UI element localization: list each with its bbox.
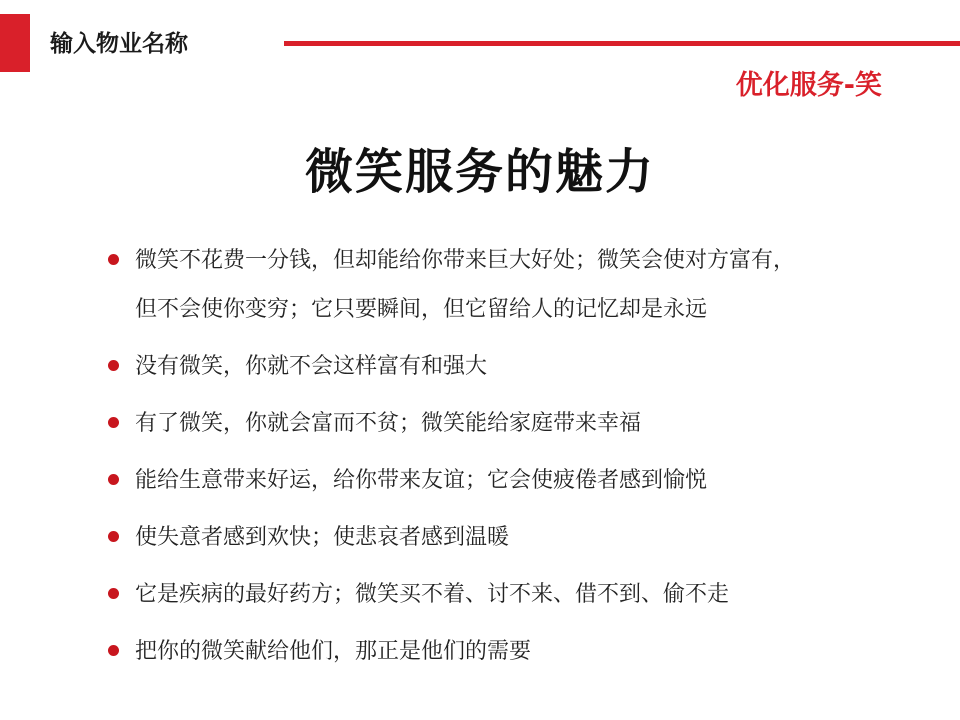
bullet-line: 微笑不花费一分钱，但却能给你带来巨大好处；微笑会使对方富有， (135, 248, 796, 273)
bullet-line: 能给生意带来好运，给你带来友谊；它会使疲倦者感到愉悦 (135, 468, 708, 493)
bullet-item (106, 456, 886, 505)
bullet-line: 把你的微笑献给他们，那正是他们的需要 (135, 639, 532, 664)
bullet-item (106, 513, 886, 562)
header-divider (284, 41, 960, 46)
bullet-text (135, 342, 886, 391)
bullet-line: 没有微笑，你就不会这样富有和强大 (135, 354, 488, 379)
bullet-text (135, 513, 886, 562)
bullet-text (135, 399, 886, 448)
bullet-dot-icon (108, 531, 119, 542)
header-title: 输入物业名称 (50, 31, 188, 57)
bullet-line: 但不会使你变穷；它只要瞬间，但它留给人的记忆却是永远 (135, 297, 708, 322)
bullet-dot-icon (108, 417, 119, 428)
bullet-line: 它是疾病的最好药方；微笑买不着、讨不来、借不到、偷不走 (135, 582, 730, 607)
section-label: 优化服务-笑 (735, 70, 882, 101)
bullet-item (106, 627, 886, 676)
header-accent-block (0, 14, 30, 72)
bullet-line: 使失意者感到欢快；使悲哀者感到温暖 (135, 525, 510, 550)
bullet-text (135, 627, 886, 676)
bullet-dot-icon (108, 360, 119, 371)
bullet-text (135, 570, 886, 619)
bullet-list (106, 236, 886, 684)
bullet-text (135, 236, 886, 334)
bullet-item (106, 342, 886, 391)
bullet-line: 有了微笑，你就会富而不贫；微笑能给家庭带来幸福 (135, 411, 642, 436)
bullet-item (106, 570, 886, 619)
bullet-dot-icon (108, 474, 119, 485)
page-title: 微笑服务的魅力 (304, 144, 655, 200)
bullet-item (106, 399, 886, 448)
bullet-dot-icon (108, 588, 119, 599)
bullet-dot-icon (108, 645, 119, 656)
bullet-item (106, 236, 886, 334)
bullet-text (135, 456, 886, 505)
bullet-dot-icon (108, 254, 119, 265)
